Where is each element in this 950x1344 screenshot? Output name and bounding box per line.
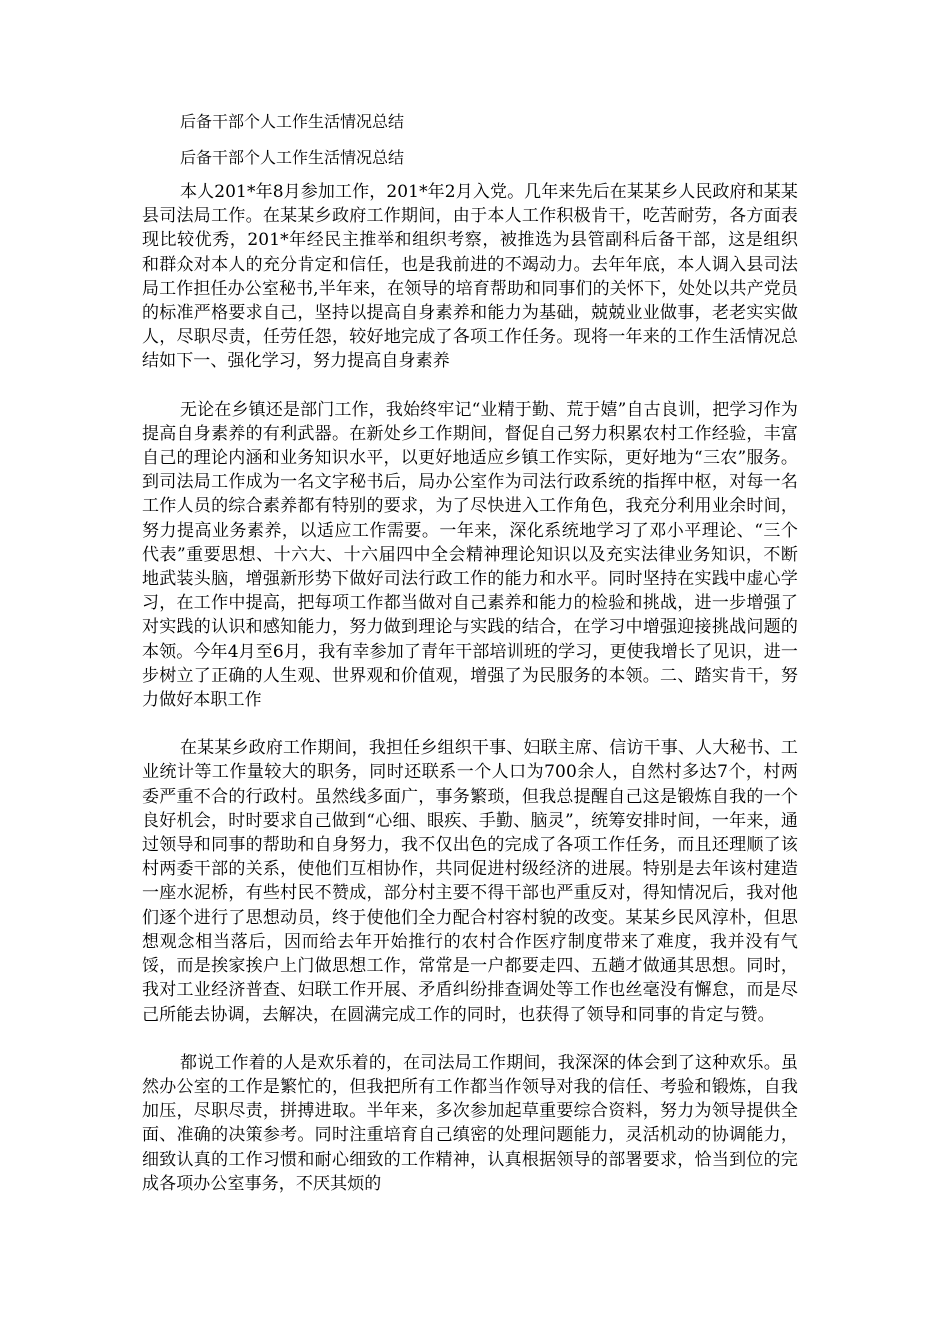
paragraph-study: 无论在乡镇还是部门工作，我始终牢记“业精于勤、荒于嬉”自古良训，把学习作为提高自身素养的有利武器。在新处乡工作期间，督促自己努力积累农村工作经验，丰富自己的理论内涵和业务知识水平，以更好地适应乡镇工作实际，更好地为“三农”服务。到司法局工作成为一名文字秘书后，局办公室作为司法行政系统的指挥中枢，对每一名工作人员的综合素养都有特别的要求，为了尽快进入工作角色，我充分利用业余时间，努力提高业务素养，以适应工作需要。一年来，深化系统地学习了邓小平理论、“三个代表”重要思想、十六大、十六届四中全会精神理论知识以及充实法律业务知识，不断地武装头脑，增强新形势下做好司法行政工作的能力和水平。同时坚持在实践中虚心学习，在工作中提高，把每项工作都当做对自己素养和能力的检验和挑战，进一步增强了对实践的认识和感知能力，努力做到理论与实践的结合，在学习中增强迎接挑战问题的本领。今年4月至6月，我有幸参加了青年干部培训班的学习，更使我增长了见识，进一步树立了正确的人生观、世界观和价值观，增强了为民服务的本领。二、踏实肯干，努力做好本职工作 [142, 399, 798, 711]
paragraph-justice-bureau-work: 都说工作着的人是欢乐着的，在司法局工作期间，我深深的体会到了这种欢乐。虽然办公室的工作是繁忙的，但我把所有工作都当作领导对我的信任、考验和锻炼，自我加压，尽职尽责，拼搏进取。半年来，多次参加起草重要综合资料，努力为领导提供全面、准确的决策参考。同时注重培育自己缜密的处理问题能力，灵活机动的协调能力，细致认真的工作习惯和耐心细致的工作精神，认真根据领导的部署要求，恰当到位的完成各项办公室事务，不厌其烦的 [142, 1052, 798, 1194]
document-title: 后备干部个人工作生活情况总结 [180, 112, 405, 131]
document-page [142, 108, 798, 1220]
paragraph-township-work: 在某某乡政府工作期间，我担任乡组织干事、妇联主席、信访干事、人大秘书、工业统计等工作量较大的职务，同时还联系一个人口为700余人，自然村多达7个，村两委严重不合的行政村。虽然线多面广，事务繁琐，但我总提醒自己这是锻炼自我的一个良好机会，时时要求自己做到“心细、眼疾、手勤、脑灵”，统筹安排时间，一年来，通过领导和同事的帮助和自身努力，我不仅出色的完成了各项工作任务，而且还理顺了该村两委干部的关系，使他们互相协作，共同促进村级经济的进展。特别是去年该村建造一座水泥桥，有些村民不赞成，部分村主要不得干部也严重反对，得知情况后，我对他们逐个进行了思想动员，终于使他们全力配合村容村貌的改变。某某乡民风淳朴，但思想观念相当落后，因而给去年开始推行的农村合作医疗制度带来了难度，我并没有气馁，而是挨家挨户上门做思想工作，常常是一户都要走四、五趟才做通其思想。同时，我对工业经济普查、妇联工作开展、矛盾纠纷排查调处等工作也丝毫没有懈怠，而是尽己所能去协调，去解决，在圆满完成工作的同时，也获得了领导和同事的肯定与赞。 [142, 738, 798, 1025]
paragraph-intro: 本人201*年8月参加工作，201*年2月入党。几年来先后在某某乡人民政府和某某县司法局工作。在某某乡政府工作期间，由于本人工作积极肯干，吃苦耐劳，各方面表现比较优秀，201*年经民主推举和组织考察，被推选为县管副科后备干部，这是组织和群众对本人的充分肯定和信任，也是我前进的不竭动力。去年年底，本人调入县司法局工作担任办公室秘书,半年来，在领导的培育帮助和同事们的关怀下，处处以共产党员的标准严格要求自己，坚持以提高自身素养和能力为基础，兢兢业业做事，老老实实做人，尽职尽责，任劳任怨，较好地完成了各项工作任务。现将一年来的工作生活情况总结如下一、强化学习，努力提高自身素养 [142, 182, 798, 372]
document-subtitle: 后备干部个人工作生活情况总结 [180, 148, 405, 167]
